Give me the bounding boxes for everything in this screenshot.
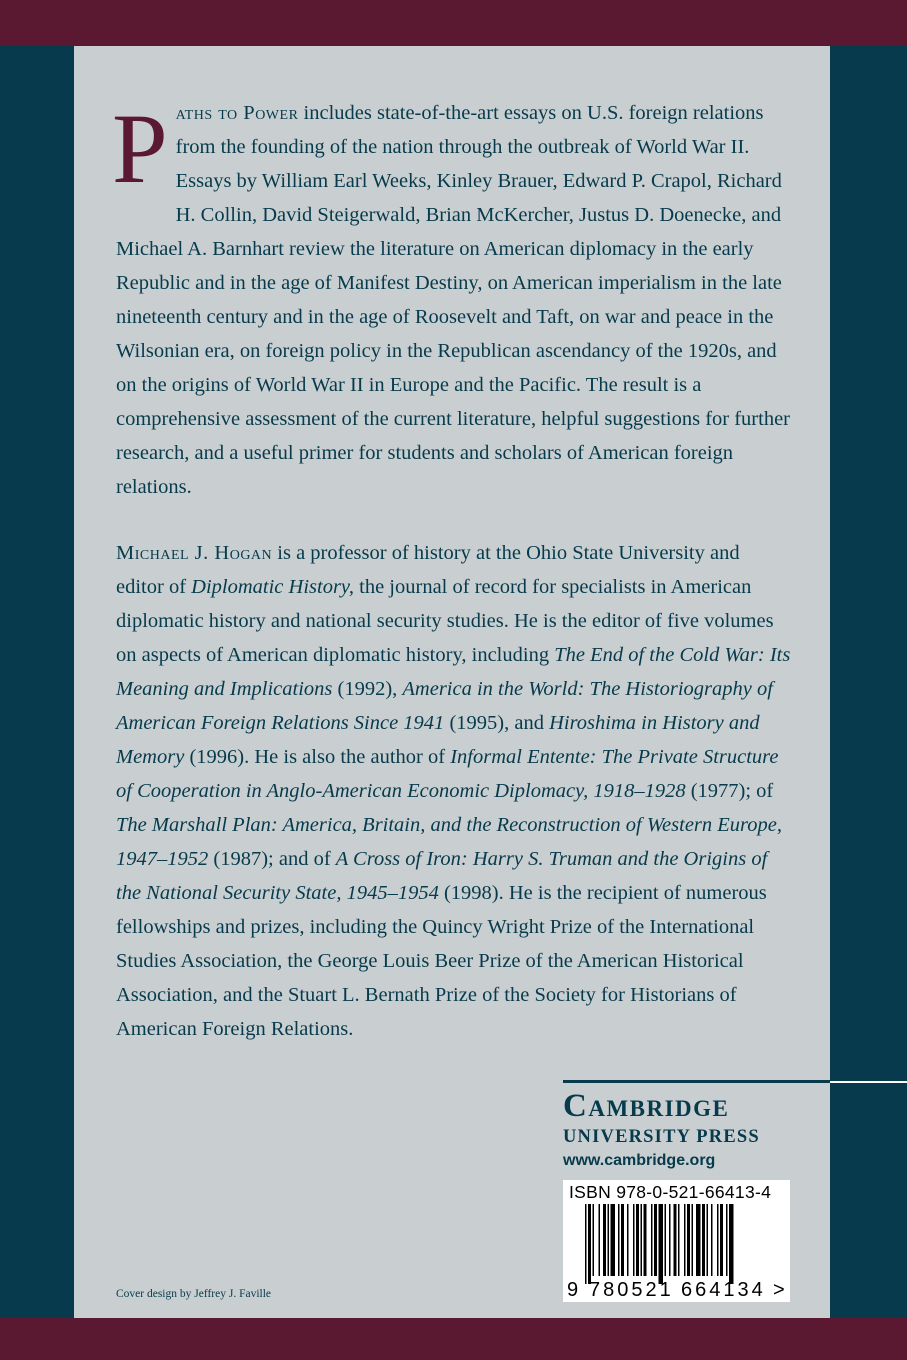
bio-text: is a professor of history at the Ohio State University and editor of: [116, 542, 740, 598]
barcode-first-digit: 9: [567, 1279, 579, 1301]
barcode-bar: [687, 1204, 690, 1276]
barcode-bar: [659, 1204, 664, 1284]
barcode-bar: [611, 1204, 616, 1276]
barcode-bar: [729, 1204, 734, 1284]
barcode-bar: [633, 1204, 635, 1276]
description-body: includes state-of-the-art essays on U.S. foreign relations from the founding of the nation through the outbreak of World War II. Essays by William Earl Weeks, Kinley Brauer, Edward P. Crapol, Richard H. Collin, David Steigerwald, Brian McKercher, Justus D. Doenecke, and Michael A. Barnhart review the literature on American diplomacy in the early Republic and in the age of Manifest Destiny, on American imperialism in the late nineteenth century and in the age of Roosevelt and Taft, on war and peace in the Wilsonian era, on foreign policy in the Republican ascendancy of the 1920s, and on the origins of World War II in Europe and the Pacific. The result is a comprehensive assessment of the current literature, helpful suggestions for further research, and a useful primer for students and scholars of American foreign relations.: [116, 102, 791, 498]
barcode-bar: [720, 1204, 723, 1276]
barcode-bar: [654, 1204, 657, 1276]
bio-text: (1987); and of: [208, 848, 336, 870]
left-side-band: [0, 46, 74, 1318]
book-title: The End of the Cold War: Its Meaning and Implications: [116, 644, 791, 700]
bio-text: the journal of record for specialists in American diplomatic history and national security studies. He is the editor of five volumes on aspects of American diplomatic history, including: [116, 576, 774, 666]
barcode-bar: [599, 1204, 601, 1276]
barcode-marker: >: [773, 1279, 785, 1301]
book-title: Hiroshima in History and Memory: [116, 712, 760, 768]
journal-title: Diplomatic History,: [191, 576, 355, 598]
barcode-bar: [684, 1204, 686, 1276]
barcode-bar: [707, 1204, 709, 1276]
barcode-bar: [644, 1204, 647, 1276]
right-side-band: [830, 46, 907, 1318]
book-title: Informal Entente: The Private Structure of Cooperation in Anglo-American Economic Diplomacy, 1918–1928: [116, 746, 779, 802]
barcode-bar: [674, 1204, 677, 1276]
bio-text: (1998). He is the recipient of numerous fellowships and prizes, including the Quincy Wright Prize of the International Studies Association, the George Louis Beer Prize of the American Historical Association, and the Stuart L. Bernath Prize of the Society for Historians of American Foreign Relations.: [116, 882, 767, 1040]
barcode-bar: [588, 1204, 591, 1284]
author-name: Michael J. Hogan: [116, 542, 273, 564]
drop-cap: P: [112, 93, 168, 204]
publisher-rule-extension: [830, 1081, 907, 1083]
top-band: [0, 0, 907, 46]
barcode-bar: [603, 1204, 606, 1276]
barcode-bar: [585, 1204, 587, 1284]
barcode-bar: [641, 1204, 643, 1276]
publisher-url: www.cambridge.org: [563, 1152, 716, 1169]
bottom-band: [0, 1318, 907, 1360]
barcode-bar: [608, 1204, 610, 1276]
publisher-rule: [563, 1080, 830, 1083]
publisher-logo: [563, 1086, 760, 1172]
book-description: [112, 93, 792, 504]
barcode-bar: [627, 1204, 629, 1276]
barcode-bar: [702, 1204, 705, 1276]
barcode-bar: [711, 1204, 713, 1276]
isbn-barcode: [563, 1180, 790, 1302]
bio-text: (1977); of: [685, 780, 774, 802]
barcode-icon: [563, 1180, 790, 1302]
publisher-name: Cambridge: [563, 1088, 730, 1124]
barcode-bar: [593, 1204, 595, 1276]
publisher-subtitle: UNIVERSITY PRESS: [563, 1127, 760, 1147]
barcode-bar: [726, 1204, 728, 1276]
barcode-bar: [717, 1204, 719, 1276]
barcode-bar: [696, 1204, 701, 1276]
barcode-bar: [618, 1204, 620, 1276]
bio-text: (1995), and: [444, 712, 550, 734]
bio-text: (1992),: [332, 678, 403, 700]
barcode-bar: [678, 1204, 680, 1276]
barcode-left-digits: 780521: [589, 1279, 674, 1301]
book-title: The Marshall Plan: America, Britain, and the Reconstruction of Western Europe, 1947–1952: [116, 814, 782, 870]
barcode-bar: [665, 1204, 667, 1276]
barcode-bar: [692, 1204, 694, 1276]
book-title: A Cross of Iron: Harry S. Truman and the Origins of the National Security State, 1945–1954: [116, 848, 768, 904]
barcode-bar: [651, 1204, 653, 1276]
barcode-bar: [669, 1204, 671, 1276]
barcode-bar: [621, 1204, 624, 1276]
cover-credit: Cover design by Jeffrey J. Faville: [116, 1288, 272, 1300]
book-title: America in the World: The Historiography of American Foreign Relations Since 1941: [116, 678, 773, 734]
book-title-lead: aths to Power: [175, 102, 299, 124]
author-bio: [116, 536, 792, 1046]
barcode-bar: [636, 1204, 639, 1276]
barcode-right-digits: 664134: [681, 1279, 766, 1301]
isbn-label: ISBN 978-0-521-66413-4: [569, 1182, 772, 1202]
bio-text: (1996). He is also the author of: [184, 746, 451, 768]
